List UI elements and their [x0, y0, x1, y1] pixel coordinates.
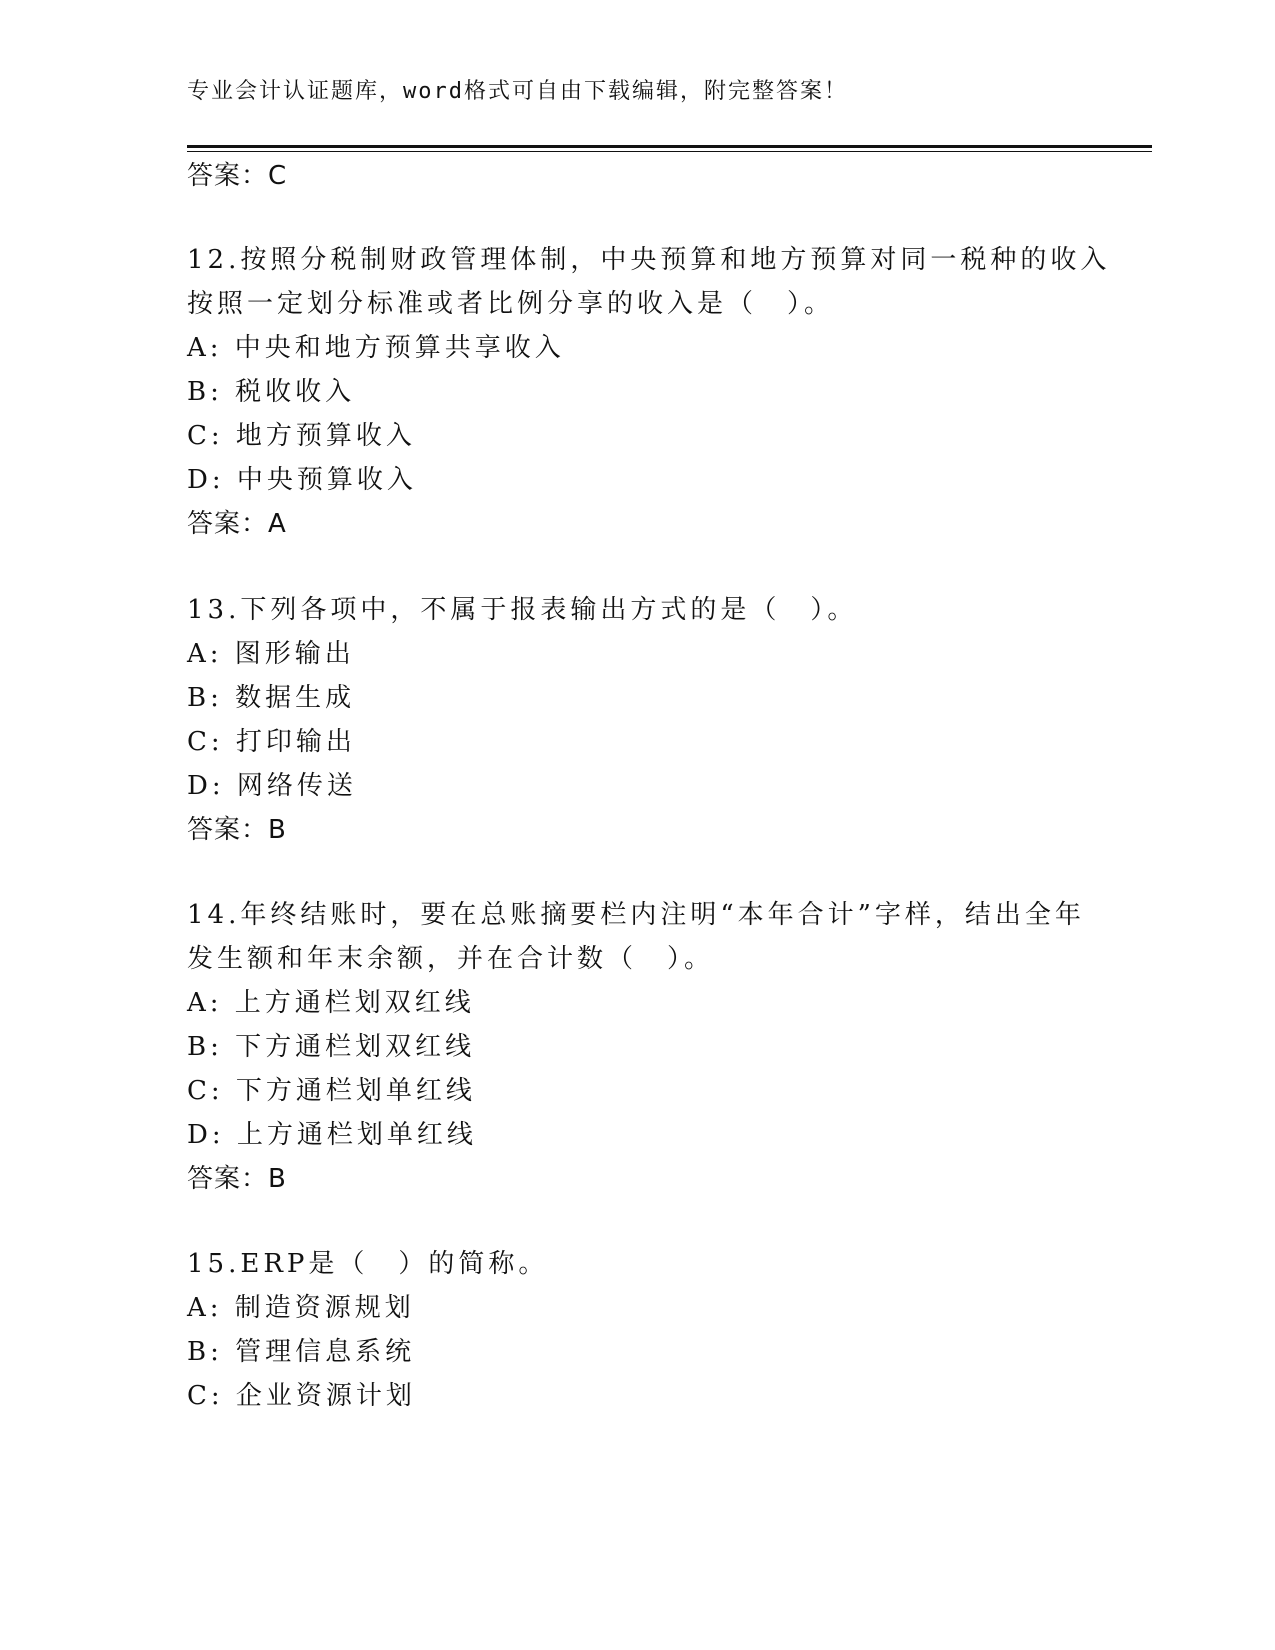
question-12-option-b: B: 税收收入: [187, 377, 356, 407]
question-14-option-a: A: 上方通栏划双红线: [187, 988, 475, 1018]
question-14-stem-line-2: 发生额和年末余额，并在合计数（ ）。: [187, 944, 715, 974]
question-12-stem-line-2: 按照一定划分标准或者比例分享的收入是（ ）。: [187, 289, 835, 319]
question-12-stem-line-1: 12.按照分税制财政管理体制，中央预算和地方预算对同一税种的收入: [187, 245, 1111, 275]
question-13-option-b: B: 数据生成: [187, 683, 356, 713]
question-13-option-a: A: 图形输出: [187, 639, 355, 669]
question-14-option-b: B: 下方通栏划双红线: [187, 1032, 476, 1062]
answer-12: 答案：A: [187, 509, 287, 539]
question-13-stem-line-1: 13.下列各项中，不属于报表输出方式的是（ ）。: [187, 595, 858, 625]
question-14-option-c: C: 下方通栏划单红线: [187, 1076, 476, 1106]
question-15-option-c: C: 企业资源计划: [187, 1381, 416, 1411]
question-12-option-a: A: 中央和地方预算共享收入: [187, 333, 565, 363]
answer-14: 答案：B: [187, 1164, 287, 1194]
header-rule: [187, 145, 1152, 148]
question-14-option-d: D: 上方通栏划单红线: [187, 1120, 477, 1150]
question-12-option-d: D: 中央预算收入: [187, 465, 417, 495]
question-13-option-c: C: 打印输出: [187, 727, 356, 757]
question-15-option-a: A: 制造资源规划: [187, 1293, 415, 1323]
question-12-option-c: C: 地方预算收入: [187, 421, 416, 451]
answer-13: 答案：B: [187, 815, 287, 845]
question-15-stem-line-1: 15.ERP是（ ）的简称。: [187, 1249, 549, 1279]
header-rule-thin: [187, 151, 1152, 152]
question-14-stem-line-1: 14.年终结账时，要在总账摘要栏内注明“本年合计”字样，结出全年: [187, 900, 1085, 930]
answer-11: 答案：C: [187, 161, 288, 191]
question-13-option-d: D: 网络传送: [187, 771, 357, 801]
page-header: 专业会计认证题库，word格式可自由下载编辑，附完整答案！: [187, 79, 848, 104]
question-15-option-b: B: 管理信息系统: [187, 1337, 416, 1367]
